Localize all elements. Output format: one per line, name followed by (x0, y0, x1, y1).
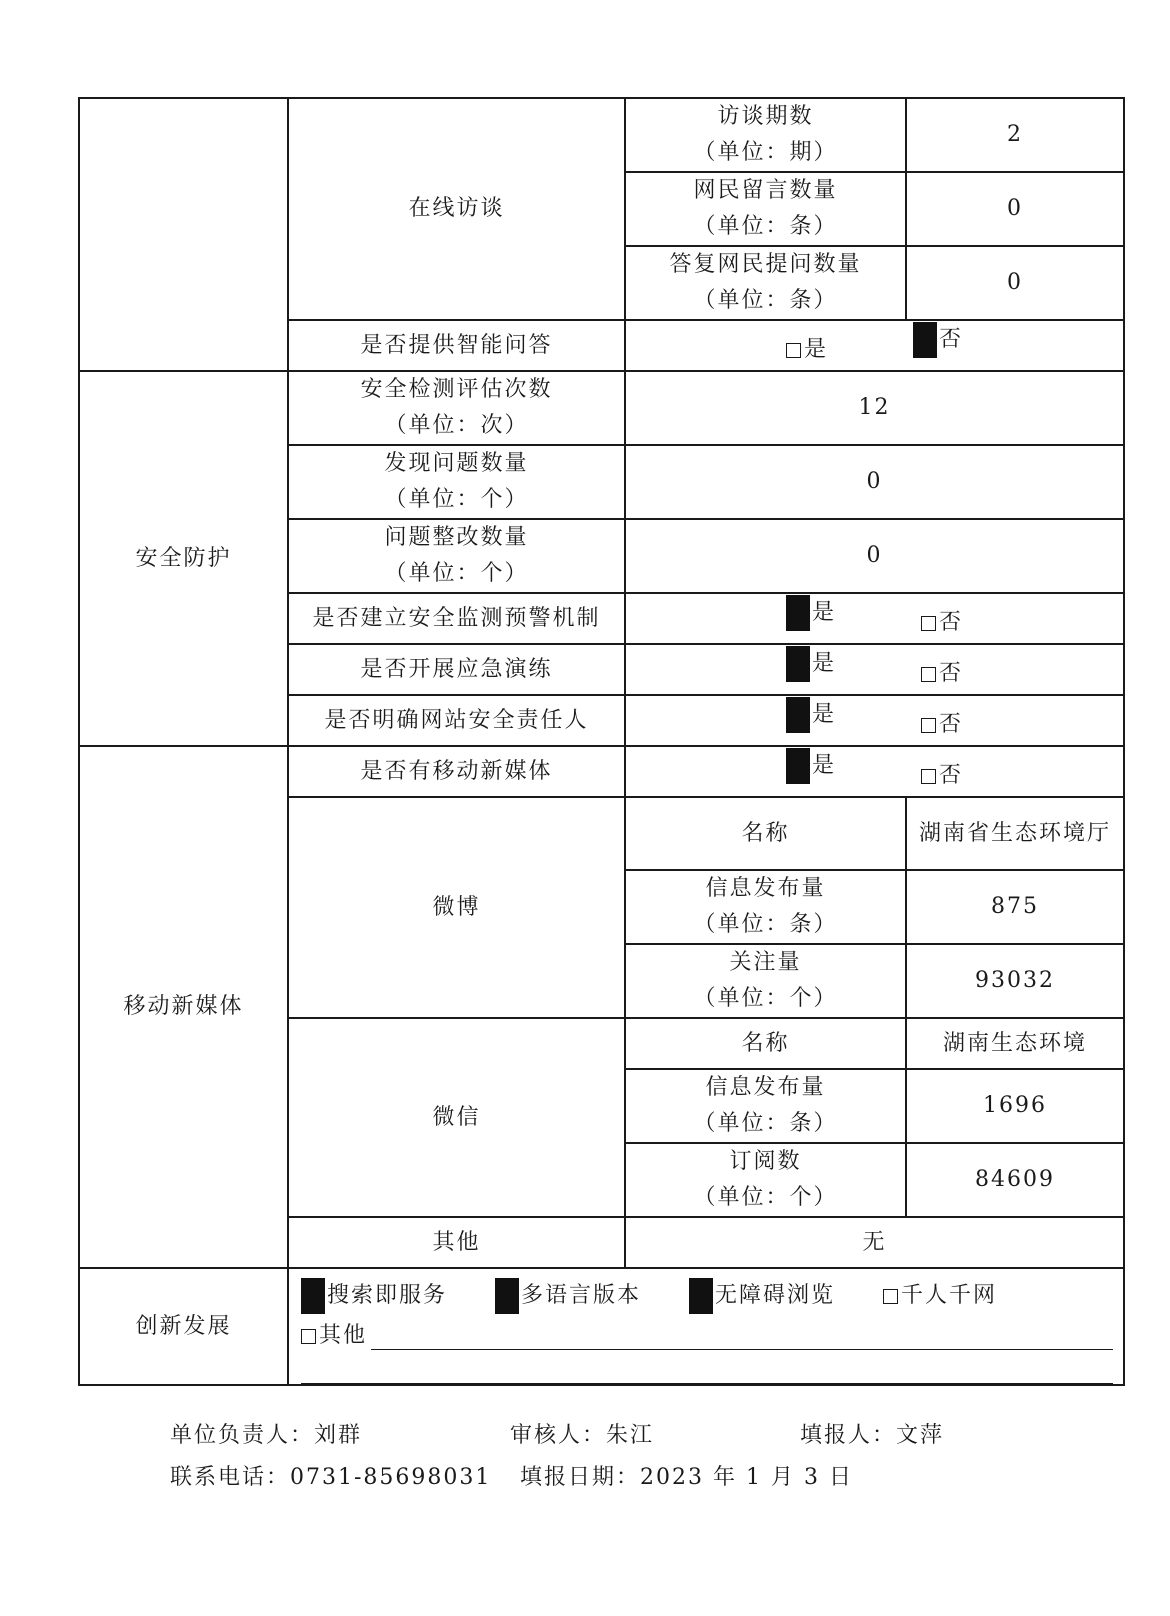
netizen-messages-label: 网民留言数量 （单位：条） (625, 172, 906, 246)
media-other-value: 无 (625, 1217, 1124, 1268)
wechat-name-value: 湖南生态环境 (906, 1018, 1124, 1069)
responsible-no-checkbox[interactable]: 否 (921, 707, 963, 743)
security-eval-label: 安全检测评估次数 （单位：次） (288, 371, 625, 445)
interview-sessions-label: 访谈期数 （单位：期） (625, 98, 906, 172)
wechat-name-label: 名称 (625, 1018, 906, 1069)
weibo-name-label: 名称 (625, 797, 906, 870)
security-section-label: 安全防护 (79, 371, 288, 746)
fill-date: 填报日期：2023 年 1 月 3 日 (520, 1465, 853, 1490)
wechat-subscribers-value: 84609 (906, 1143, 1124, 1217)
has-media-label: 是否有移动新媒体 (288, 746, 625, 797)
option-personalized-checkbox[interactable]: 千人千网 (883, 1278, 997, 1314)
report-table (78, 97, 1125, 1386)
smart-qa-no-checkbox[interactable]: 否 (913, 322, 963, 358)
wechat-subscribers-label: 订阅数 （单位：个） (625, 1143, 906, 1217)
other-fill-line-2[interactable] (301, 1355, 1113, 1384)
option-other-checkbox[interactable]: 其他 (301, 1318, 367, 1354)
contact-phone: 联系电话：0731-85698031 (170, 1465, 492, 1490)
emergency-drill-label: 是否开展应急演练 (288, 644, 625, 695)
unit-leader: 单位负责人：刘群 (170, 1423, 363, 1448)
emergency-drill-choice (625, 644, 1124, 695)
netizen-messages-value: 0 (906, 172, 1124, 246)
monitoring-no-checkbox[interactable]: 否 (921, 605, 963, 641)
wechat-label: 微信 (288, 1018, 625, 1217)
responsible-person-label: 是否明确网站安全责任人 (288, 695, 625, 746)
drill-yes-checkbox[interactable]: 是 (786, 646, 836, 682)
has-media-choice (625, 746, 1124, 797)
media-other-label: 其他 (288, 1217, 625, 1268)
weibo-label: 微博 (288, 797, 625, 1018)
smart-qa-choice (625, 320, 1124, 371)
issues-fixed-label: 问题整改数量 （单位：个） (288, 519, 625, 593)
smart-qa-label: 是否提供智能问答 (288, 320, 625, 371)
has-media-yes-checkbox[interactable]: 是 (786, 748, 836, 784)
responsible-yes-checkbox[interactable]: 是 (786, 697, 836, 733)
drill-no-checkbox[interactable]: 否 (921, 656, 963, 692)
reviewer: 审核人：朱江 (510, 1423, 655, 1448)
weibo-posts-label: 信息发布量 （单位：条） (625, 870, 906, 944)
option-accessibility-checkbox[interactable]: 无障碍浏览 (689, 1278, 835, 1314)
innovation-options (288, 1268, 1124, 1385)
issues-found-label: 发现问题数量 （单位：个） (288, 445, 625, 519)
wechat-posts-label: 信息发布量 （单位：条） (625, 1069, 906, 1143)
weibo-name-value: 湖南省生态环境厅 (906, 797, 1124, 870)
other-fill-line[interactable] (371, 1323, 1113, 1350)
monitoring-yes-checkbox[interactable]: 是 (786, 595, 836, 631)
has-media-no-checkbox[interactable]: 否 (921, 758, 963, 794)
interview-sessions-value: 2 (906, 98, 1124, 172)
interview-section-label: 在线访谈 (288, 98, 625, 320)
section-cell-continued (79, 98, 288, 371)
weibo-followers-value: 93032 (906, 944, 1124, 1018)
issues-found-value: 0 (625, 445, 1124, 519)
replies-value: 0 (906, 246, 1124, 320)
weibo-followers-label: 关注量 （单位：个） (625, 944, 906, 1018)
monitoring-mechanism-choice (625, 593, 1124, 644)
replies-label: 答复网民提问数量 （单位：条） (625, 246, 906, 320)
media-section-label: 移动新媒体 (79, 746, 288, 1268)
monitoring-mechanism-label: 是否建立安全监测预警机制 (288, 593, 625, 644)
wechat-posts-value: 1696 (906, 1069, 1124, 1143)
innovation-section-label: 创新发展 (79, 1268, 288, 1385)
weibo-posts-value: 875 (906, 870, 1124, 944)
option-multilingual-checkbox[interactable]: 多语言版本 (495, 1278, 641, 1314)
smart-qa-yes-checkbox[interactable]: 是 (786, 332, 828, 368)
issues-fixed-value: 0 (625, 519, 1124, 593)
filler: 填报人：文萍 (800, 1423, 945, 1448)
option-search-service-checkbox[interactable]: 搜索即服务 (301, 1278, 447, 1314)
responsible-person-choice (625, 695, 1124, 746)
security-eval-value: 12 (625, 371, 1124, 445)
